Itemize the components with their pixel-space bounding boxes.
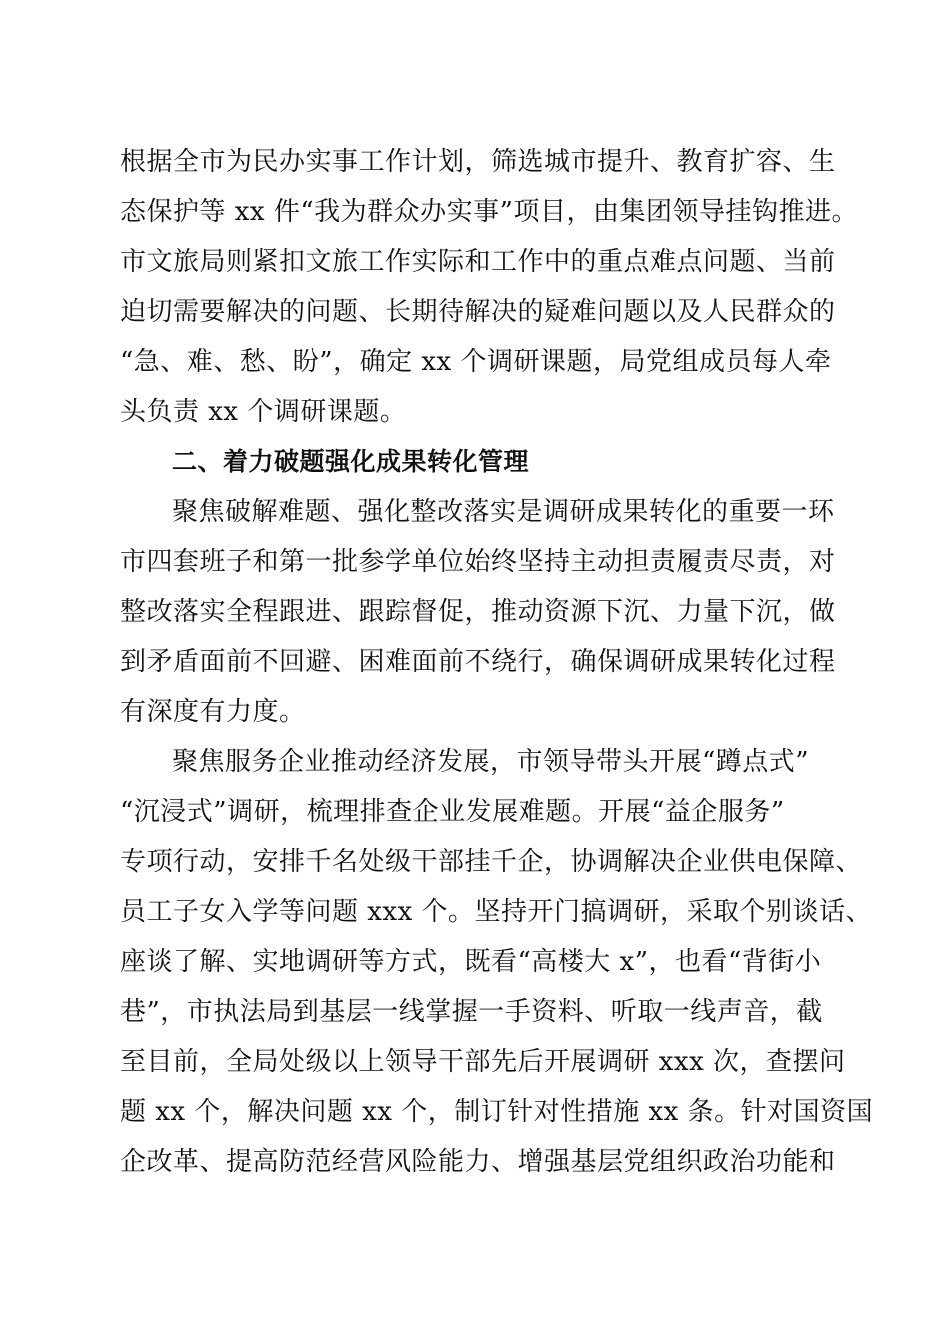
paragraph-line: 巷”，市执法局到基层一线掌握一手资料、听取一线声音，截 — [120, 997, 823, 1027]
paragraph-line: 整改落实全程跟进、跟踪督促，推动资源下沉、力量下沉，做 — [120, 597, 836, 627]
paragraph-line: 题 xx 个，解决问题 xx 个，制订针对性措施 xx 条。针对国资国 — [120, 1097, 874, 1127]
paragraph-line: 聚焦服务企业推动经济发展，市领导带头开展“蹲点式” — [172, 747, 810, 777]
paragraph-line: 座谈了解、实地调研等方式，既看“高楼大 x”，也看“背街小 — [120, 947, 822, 977]
paragraph-line: 态保护等 xx 件“我为群众办实事”项目，由集团领导挂钩推进。 — [120, 197, 858, 227]
paragraph-line: 市四套班子和第一批参学单位始终坚持主动担责履责尽责，对 — [120, 547, 836, 577]
paragraph-line: 市文旅局则紧扣文旅工作实际和工作中的重点难点问题、当前 — [120, 247, 836, 277]
paragraph-line: 专项行动，安排千名处级干部挂千企，协调解决企业供电保障、 — [120, 847, 863, 877]
paragraph-line: 到矛盾面前不回避、困难面前不绕行，确保调研成果转化过程 — [120, 647, 836, 677]
paragraph-line: 员工子女入学等问题 xxx 个。坚持开门搞调研，采取个别谈话、 — [120, 897, 873, 927]
paragraph-line: “急、难、愁、盼”，确定 xx 个调研课题，局党组成员每人牵 — [120, 347, 832, 377]
paragraph-line: 头负责 xx 个调研课题。 — [120, 397, 407, 427]
paragraph-line: “沉浸式”调研，梳理排查企业发展难题。开展“益企服务” — [120, 797, 785, 827]
paragraph-line: 至目前，全局处级以上领导干部先后开展调研 xxx 次，查摆问 — [120, 1047, 846, 1077]
paragraph-line: 迫切需要解决的问题、长期待解决的疑难问题以及人民群众的 — [120, 297, 836, 327]
paragraph-line: 根据全市为民办实事工作计划，筛选城市提升、教育扩容、生 — [120, 147, 836, 177]
paragraph-line: 有深度有力度。 — [120, 697, 306, 727]
paragraph-line: 聚焦破解难题、强化整改落实是调研成果转化的重要一环 — [172, 497, 835, 527]
section-heading: 二、着力破题强化成果转化管理 — [172, 447, 530, 476]
paragraph-line: 企改革、提高防范经营风险能力、增强基层党组织政治功能和 — [120, 1147, 836, 1177]
